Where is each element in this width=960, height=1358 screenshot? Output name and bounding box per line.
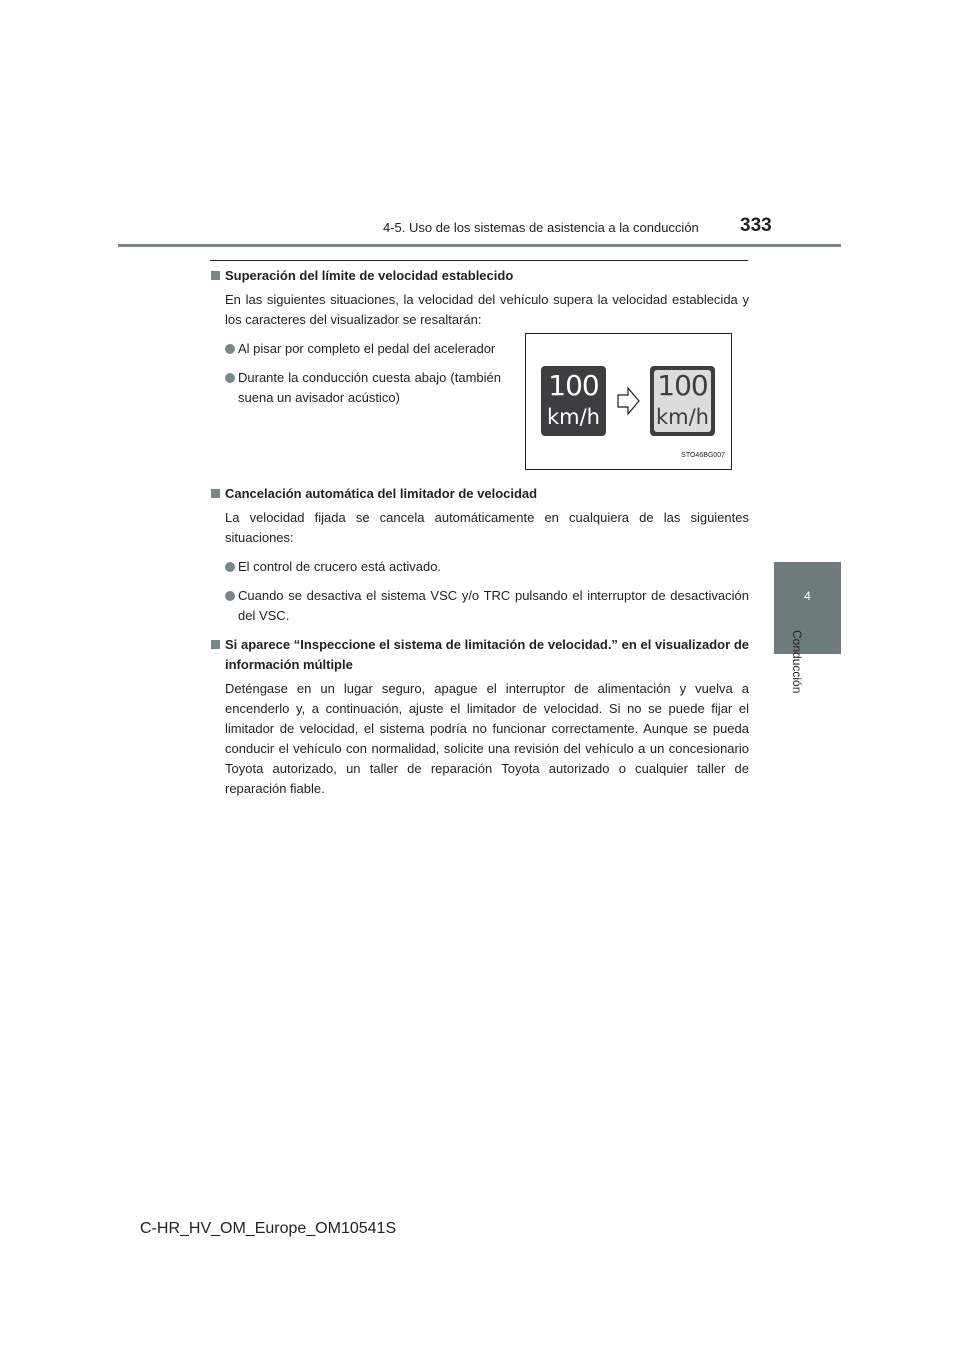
list-item [211,339,501,359]
section-heading-text: Cancelación automática del limitador de velocidad [225,486,538,501]
round-bullet-icon [225,591,235,601]
page-content [211,266,749,799]
bullets-with-figure [211,330,749,470]
speed-display-normal [541,366,606,436]
section-body: La velocidad fijada se cancela automáticamente en cualquiera de las siguientes situaciones: [225,510,749,545]
speed-value: 100 [657,369,708,402]
section-heading [211,635,749,675]
right-arrow-icon [617,386,641,416]
round-bullet-icon [225,344,235,354]
list-item [211,368,501,408]
bullet-list [211,330,501,470]
list-item [211,557,749,577]
square-bullet-icon [211,271,220,280]
chapter-label: Conducción [790,630,804,694]
section-body: En las siguientes situaciones, la velocidad del vehículo supera la velocidad establecida y los caracteres del visualizador se resaltarán: [225,292,749,327]
speed-display-highlighted [650,366,715,436]
chapter-number: 4 [804,589,811,603]
section-heading-text: Si aparece “Inspeccione el sistema de limitación de velocidad.” en el visualizador de información múltiple [225,637,749,672]
square-bullet-icon [211,640,220,649]
speed-unit: km/h [546,405,600,429]
speed-unit: km/h [655,405,709,429]
round-bullet-icon [225,373,235,383]
section-body: Deténgase en un lugar seguro, apague el interruptor de alimentación y vuelva a encenderlo y, a continuación, ajuste el limitador de velocidad. Si no se puede fijar el limitador de velocidad, el sistema podría no funcionar correctamente. Aunque se pueda conducir el vehículo con normalidad, solicite una revisión del vehículo a un concesionario Toyota autorizado, un taller de reparación Toyota autorizado o cualquier taller de reparación fiable. [225,681,749,796]
list-item [211,586,749,626]
list-item-text: El control de crucero está activado. [238,559,442,574]
page-number: 333 [740,215,772,236]
list-item-text: Al pisar por completo el pedal del acelerador [238,341,496,356]
speed-value: 100 [548,369,599,402]
section-header-title: 4-5. Uso de los sistemas de asistencia a la conducción [383,220,699,235]
section-heading-text: Superación del límite de velocidad establecido [225,268,514,283]
section-heading [211,484,749,504]
list-item-text: Cuando se desactiva el sistema VSC y/o TRC pulsando el interruptor de desactivación del VSC. [238,588,749,623]
round-bullet-icon [225,562,235,572]
square-bullet-icon [211,489,220,498]
section-heading [211,266,749,286]
chapter-tab [774,562,841,654]
speed-display-figure [525,333,732,470]
figure-code: STO46BG007 [681,452,725,459]
header-divider [118,244,841,247]
document-id-footer: C-HR_HV_OM_Europe_OM10541S [140,1220,397,1237]
list-item-text: Durante la conducción cuesta abajo (también suena un avisador acústico) [238,370,501,405]
content-top-rule [210,260,748,261]
